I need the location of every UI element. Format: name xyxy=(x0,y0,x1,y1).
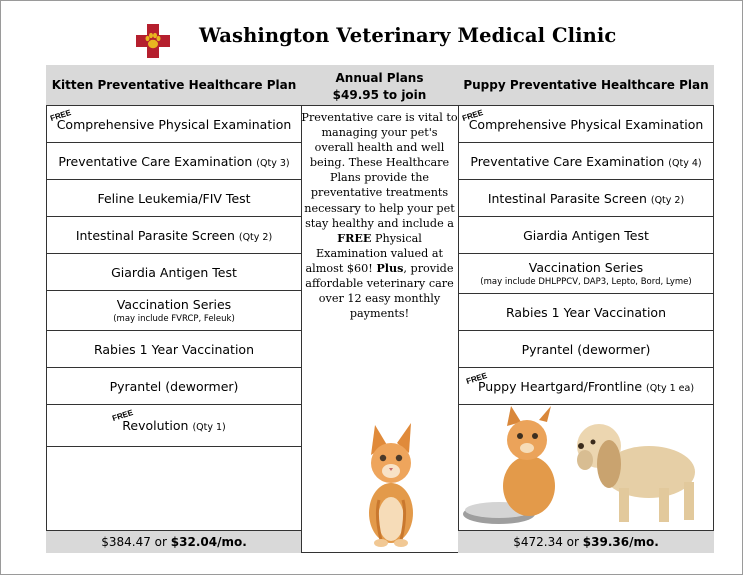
annual-plans-heading xyxy=(301,65,458,106)
item-subtext: (may include FVRCP, Feleuk) xyxy=(113,314,235,324)
item-qty: (Qty 2) xyxy=(650,194,685,206)
item-label: Vaccination Series xyxy=(528,260,644,275)
list-item xyxy=(458,254,714,294)
kitten-photo xyxy=(351,415,431,549)
list-item xyxy=(46,143,302,180)
list-item xyxy=(46,106,302,143)
item-qty: (Qty 2) xyxy=(238,231,273,243)
free-badge: FREE xyxy=(465,370,489,387)
item-label: Giardia Antigen Test xyxy=(111,264,237,280)
item-label: Vaccination Series xyxy=(116,297,232,312)
kitten-price xyxy=(46,530,302,553)
item-label: Revolution xyxy=(122,418,189,433)
list-item xyxy=(458,217,714,254)
item-label: Rabies 1 Year Vaccination xyxy=(93,341,254,357)
kitten-puppy-photo xyxy=(459,406,713,529)
item-qty: (Qty 4) xyxy=(668,157,702,169)
free-badge: FREE xyxy=(461,107,485,124)
price-monthly: $32.04/mo. xyxy=(170,535,247,549)
item-subtext: (may include DHLPPCV, DAP3, Lepto, Bord, Lyme) xyxy=(480,277,692,287)
item-label: Giardia Antigen Test xyxy=(523,227,649,243)
item-label: Puppy Heartgard/Frontline xyxy=(477,378,643,394)
page-title: Washington Veterinary Medical Clinic xyxy=(199,24,617,47)
list-item xyxy=(46,405,302,447)
list-item xyxy=(458,368,714,405)
clinic-logo-icon xyxy=(136,24,170,58)
annual-plans-column xyxy=(301,65,459,553)
item-label: Comprehensive Physical Examination xyxy=(56,116,292,132)
annual-plans-description xyxy=(301,110,458,321)
kitten-plan-column xyxy=(46,65,302,553)
price-monthly: $39.36/mo. xyxy=(582,535,659,549)
puppy-price xyxy=(458,530,714,553)
item-label: Rabies 1 Year Vaccination xyxy=(505,304,666,320)
kitten-plan-heading: Kitten Preventative Healthcare Plan xyxy=(46,65,302,106)
item-label: Feline Leukemia/FIV Test xyxy=(97,190,251,206)
description-part-2: Physical Examination valued at almost $60! xyxy=(305,231,444,275)
puppy-plan-heading: Puppy Preventative Healthcare Plan xyxy=(458,65,714,106)
free-badge: FREE xyxy=(111,407,135,424)
item-label: Pyrantel (dewormer) xyxy=(109,378,239,394)
list-item xyxy=(458,143,714,180)
free-word: FREE xyxy=(337,230,372,245)
item-label: Preventative Care Examination xyxy=(58,153,253,169)
plus-word: Plus xyxy=(376,260,404,275)
item-qty: (Qty 3) xyxy=(256,157,290,169)
join-fee: $49.95 to join xyxy=(332,88,427,102)
list-item xyxy=(46,291,302,331)
list-item xyxy=(458,106,714,143)
price-regular: $472.34 or xyxy=(513,535,583,549)
puppy-plan-column xyxy=(458,65,714,553)
free-badge: FREE xyxy=(49,107,73,124)
list-item xyxy=(46,254,302,291)
item-label: Preventative Care Examination xyxy=(470,153,665,169)
description-part-3: , provide affordable veterinary care over 12 easy monthly payments! xyxy=(305,261,454,321)
list-item xyxy=(46,331,302,368)
item-label: Intestinal Parasite Screen xyxy=(487,190,647,206)
item-label: Intestinal Parasite Screen xyxy=(75,227,235,243)
price-regular: $384.47 or xyxy=(101,535,171,549)
item-qty: (Qty 1 ea) xyxy=(646,382,695,394)
list-item xyxy=(458,331,714,368)
list-item xyxy=(458,180,714,217)
item-label: Pyrantel (dewormer) xyxy=(521,341,651,357)
list-item xyxy=(46,217,302,254)
list-item xyxy=(46,180,302,217)
item-qty: (Qty 1) xyxy=(192,422,226,433)
description-part-1: Preventative care is vital to managing your pet's overall health and well being. These Healthcare Plans provide the preventative treatments necessary to help your pet stay healthy and include a xyxy=(301,111,458,230)
list-item xyxy=(46,368,302,405)
list-item xyxy=(458,294,714,331)
annual-heading-text: Annual Plans xyxy=(335,71,424,85)
item-label: Comprehensive Physical Examination xyxy=(468,116,704,132)
